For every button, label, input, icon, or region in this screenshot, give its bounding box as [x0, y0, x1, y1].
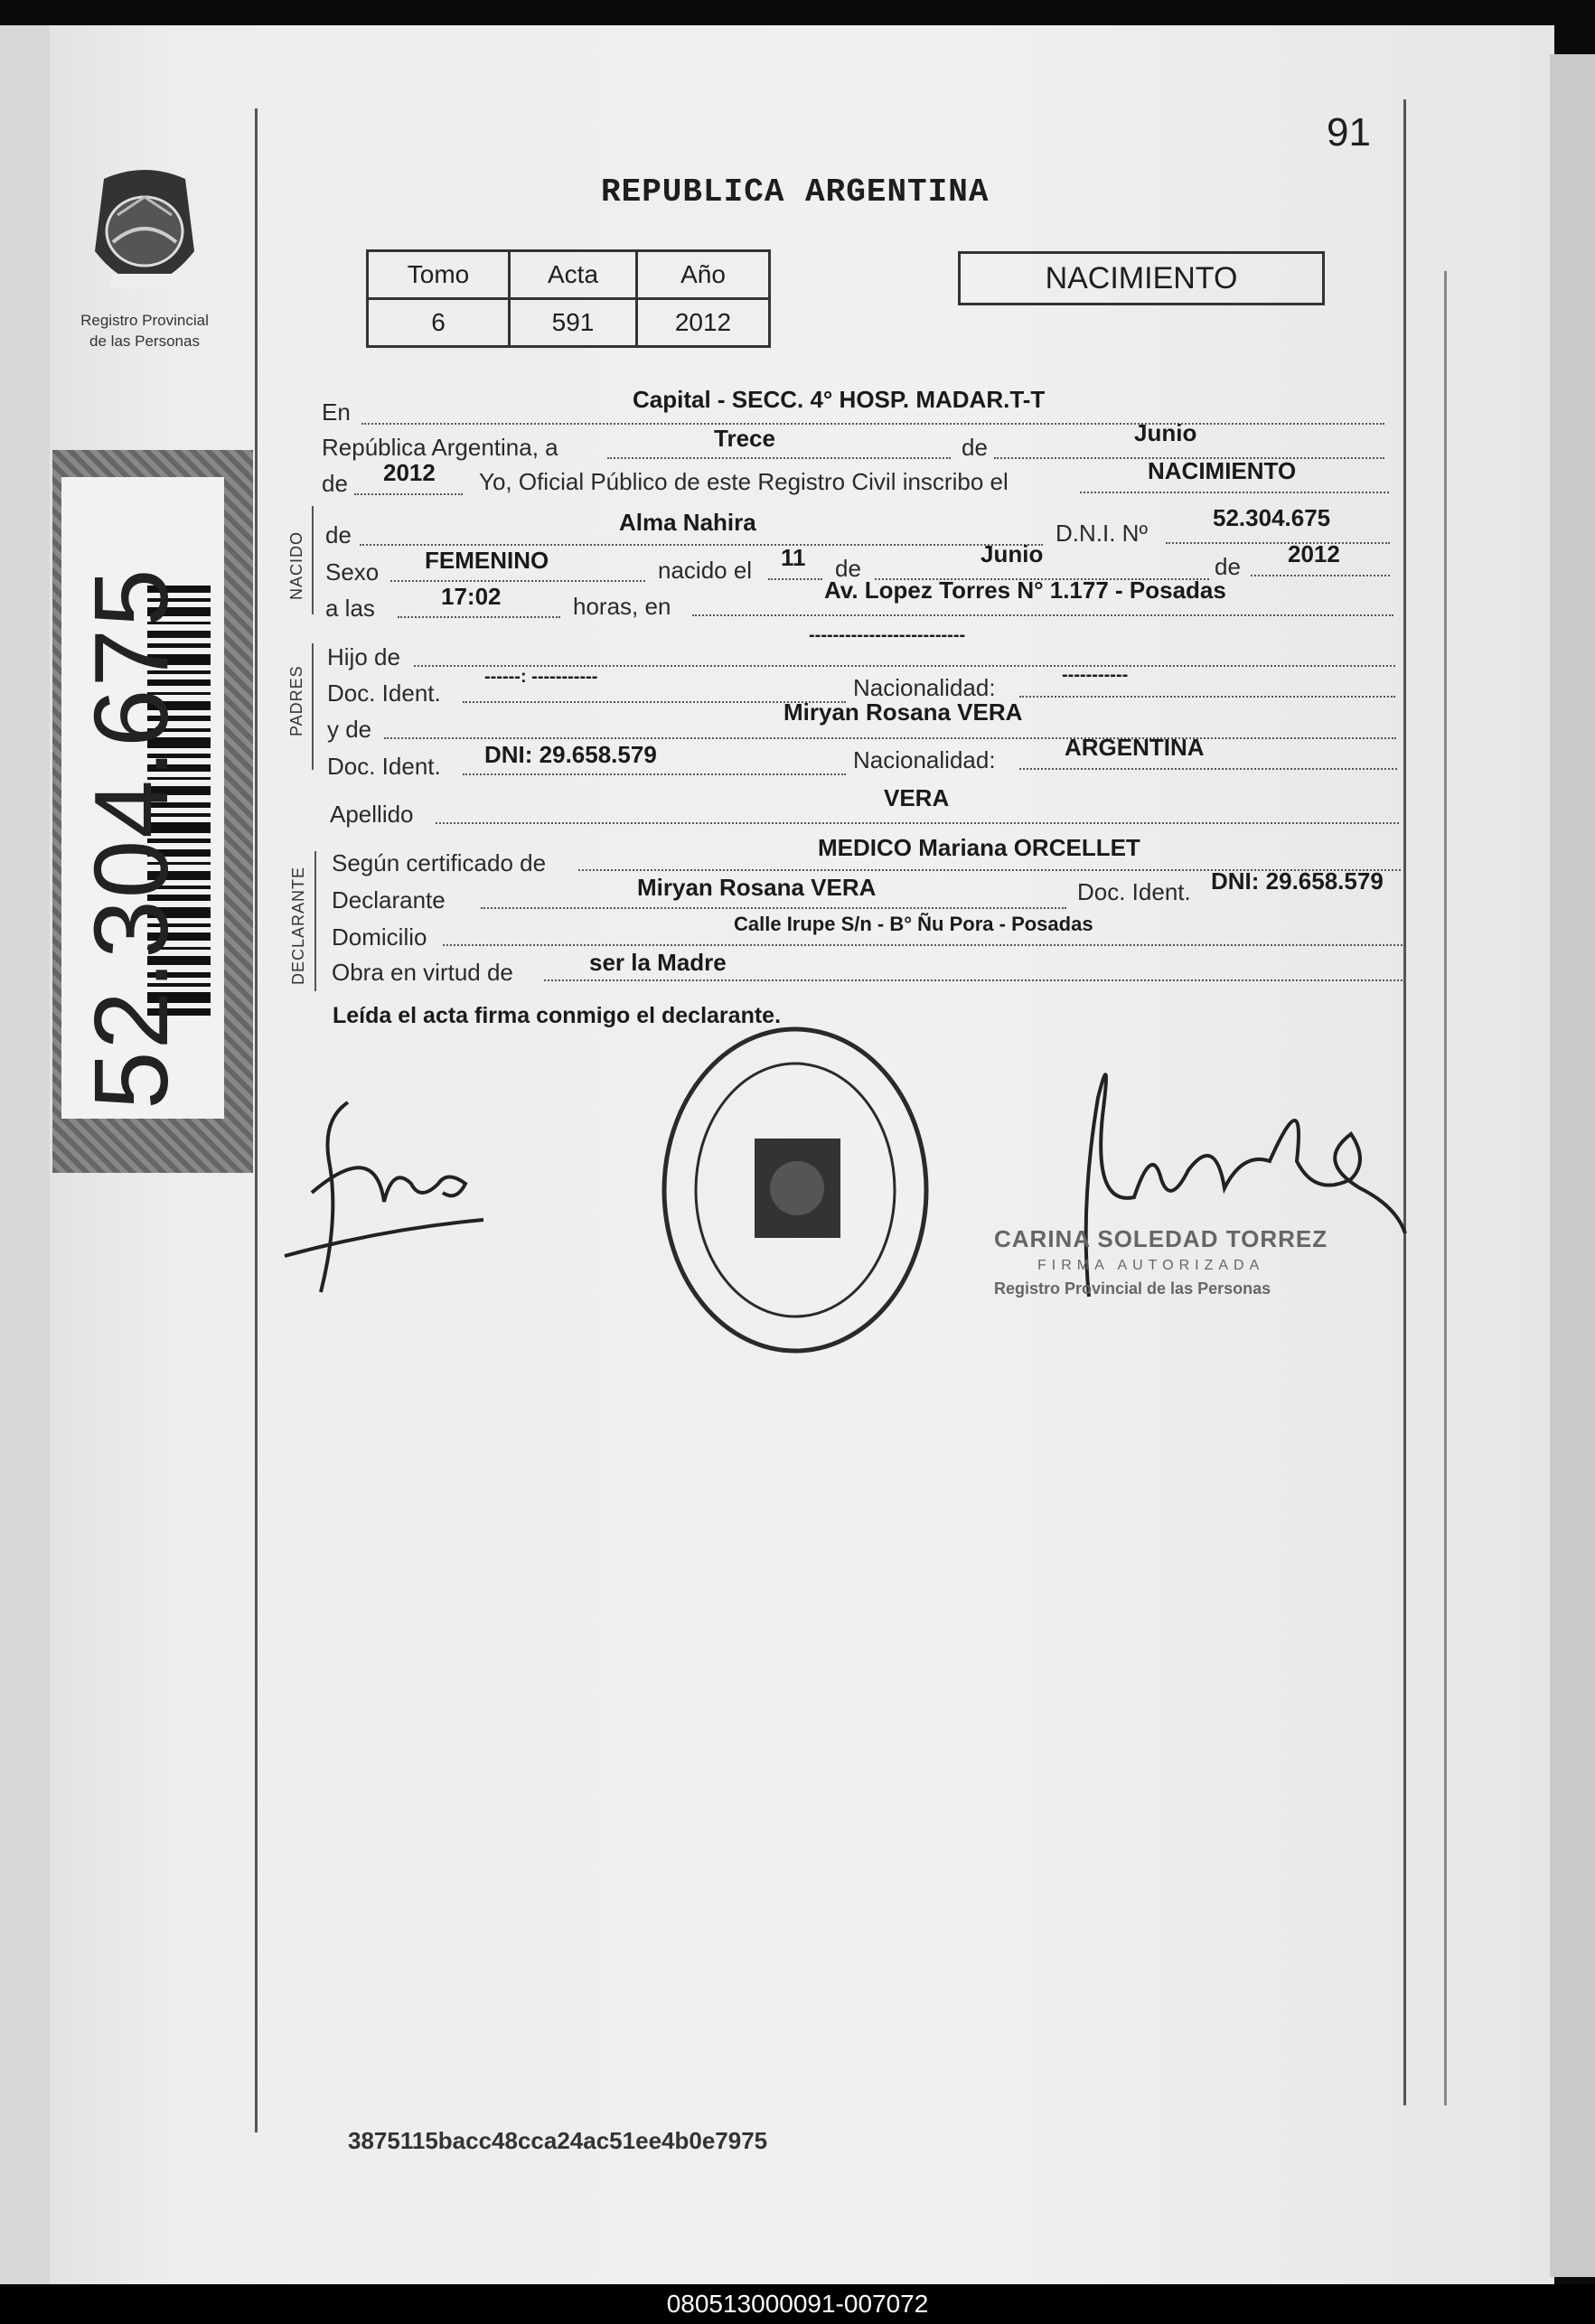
- acto-value: NACIMIENTO: [1148, 457, 1297, 484]
- segun-value: MEDICO Mariana ORCELLET: [818, 834, 1140, 861]
- closing-text: Leída el acta firma conmigo el declarante.: [333, 1003, 782, 1028]
- barcode-number: 52.304.675: [72, 567, 190, 1110]
- domicilio-value: Calle Irupe S/n - B° Ñu Pora - Posadas: [734, 913, 1093, 935]
- footer-id: 080513000091-007072: [0, 2284, 1595, 2324]
- declarante-value: Miryan Rosana VERA: [637, 874, 877, 901]
- doc1-value: ------: -----------: [484, 667, 598, 687]
- barcode-label: [61, 477, 224, 1119]
- nac2-value: ARGENTINA: [1065, 734, 1205, 761]
- dia-dots: [768, 578, 822, 580]
- alas-label: a las: [325, 595, 375, 622]
- republica-dots: [607, 457, 951, 459]
- dni-value: 52.304.675: [1213, 504, 1331, 531]
- domicilio-label: Domicilio: [332, 923, 427, 951]
- nacido-de-label: de: [325, 521, 352, 548]
- declarante-bracket: [314, 851, 316, 991]
- th-tomo: Tomo: [368, 251, 510, 299]
- official-stamp: [655, 1021, 935, 1360]
- page-number: 91: [1327, 110, 1371, 155]
- dia-value: Trece: [714, 425, 775, 452]
- de-label-2: de: [322, 470, 348, 497]
- obra-dots: [544, 979, 1403, 981]
- record-type-box: NACIMIENTO: [958, 251, 1325, 305]
- th-acta: Acta: [510, 251, 637, 299]
- segun-label: Según certificado de: [332, 849, 547, 876]
- madre-dots: [384, 737, 1396, 739]
- province-seal-logo: [77, 161, 212, 310]
- dni-dots: [1166, 542, 1390, 544]
- lugar-dots: [692, 614, 1393, 616]
- nac1-dots: [1019, 696, 1395, 698]
- en-value: Capital - SECC. 4° HOSP. MADAR.T-T: [633, 386, 1046, 413]
- nac1-value: -----------: [1062, 665, 1129, 685]
- madre-value: Miryan Rosana VERA: [783, 698, 1023, 726]
- doc1-label: Doc. Ident.: [327, 679, 441, 707]
- doc2-label: Doc. Ident.: [327, 753, 441, 780]
- logo-caption-2: de las Personas: [89, 333, 200, 350]
- document-hash: 3875115bacc48cca24ac51ee4b0e7975: [348, 2127, 768, 2154]
- republica-label: República Argentina, a: [322, 434, 558, 461]
- nacido-anio-value: 2012: [1288, 540, 1340, 567]
- en-label: En: [322, 398, 351, 426]
- sexo-value: FEMENINO: [425, 547, 549, 574]
- barcode-sticker: [52, 450, 253, 1173]
- lugar-value: Av. Lopez Torres N° 1.177 - Posadas: [824, 576, 1226, 604]
- obra-value: ser la Madre: [589, 949, 727, 976]
- book-binding-edge: [0, 25, 50, 2284]
- sexo-label: Sexo: [325, 558, 380, 586]
- apellido-dots: [436, 822, 1399, 824]
- td-anio: 2012: [637, 299, 770, 347]
- decl-doc-value: DNI: 29.658.579: [1211, 867, 1384, 895]
- declarante-section-label: DECLARANTE: [289, 866, 307, 985]
- nacido-anio-dots: [1251, 575, 1390, 576]
- official-role: FIRMA AUTORIZADA: [1037, 1258, 1265, 1273]
- hora-value: 17:02: [441, 583, 502, 610]
- apellido-value: VERA: [884, 784, 950, 811]
- en-dots: [361, 423, 1384, 425]
- mes-value: Junio: [1134, 419, 1197, 446]
- page-right-edge: [1550, 54, 1595, 2277]
- anio-dots: [354, 493, 463, 495]
- nacido-de-label-3: de: [1215, 553, 1241, 580]
- td-acta: 591: [510, 299, 637, 347]
- nac2-dots: [1019, 768, 1397, 770]
- doc2-value: DNI: 29.658.579: [484, 741, 657, 768]
- nacido-el-label: nacido el: [658, 557, 753, 584]
- record-table: [366, 249, 771, 348]
- hijo-label: Hijo de: [327, 643, 400, 670]
- nacido-de-label-2: de: [835, 555, 861, 582]
- nombre-value: Alma Nahira: [619, 509, 756, 536]
- nacido-dia-value: 11: [781, 544, 806, 571]
- document-title: REPUBLICA ARGENTINA: [601, 173, 990, 211]
- nacido-mes-value: Junio: [980, 540, 1044, 567]
- td-tomo: 6: [368, 299, 510, 347]
- left-margin-line: [255, 108, 258, 2132]
- hora-dots: [398, 616, 560, 618]
- oficial-text: Yo, Oficial Público de este Registro Civil inscribo el: [479, 468, 1009, 495]
- doc2-dots: [463, 773, 846, 775]
- hijo-value: --------------------------: [809, 625, 966, 645]
- nac2-label: Nacionalidad:: [853, 746, 996, 773]
- obra-label: Obra en virtud de: [332, 959, 513, 986]
- nacido-section-label: NACIDO: [287, 530, 305, 600]
- domicilio-dots: [443, 944, 1403, 946]
- horas-label: horas, en: [573, 593, 671, 620]
- yde-label: y de: [327, 716, 372, 743]
- nac1-label: Nacionalidad:: [853, 674, 996, 701]
- declarante-label: Declarante: [332, 886, 446, 914]
- padres-section-label: PADRES: [287, 665, 305, 736]
- acto-dots: [1080, 492, 1389, 493]
- nombre-dots: [360, 544, 1043, 546]
- declarante-dots: [481, 907, 1066, 909]
- th-anio: Año: [637, 251, 770, 299]
- sexo-dots: [390, 580, 645, 582]
- official-registry: Registro Provincial de las Personas: [994, 1279, 1271, 1298]
- official-name: CARINA SOLEDAD TORREZ: [994, 1225, 1328, 1252]
- de-label-1: de: [962, 434, 988, 461]
- nacido-bracket: [312, 506, 314, 614]
- outer-right-line: [1444, 271, 1447, 2105]
- padres-bracket: [312, 643, 314, 770]
- logo-caption-1: Registro Provincial: [80, 312, 209, 329]
- dni-label: D.N.I. Nº: [1056, 520, 1148, 547]
- decl-doc-label: Doc. Ident.: [1077, 878, 1191, 905]
- declarant-signature: [276, 1084, 511, 1310]
- anio-value: 2012: [383, 459, 436, 486]
- apellido-label: Apellido: [330, 801, 414, 828]
